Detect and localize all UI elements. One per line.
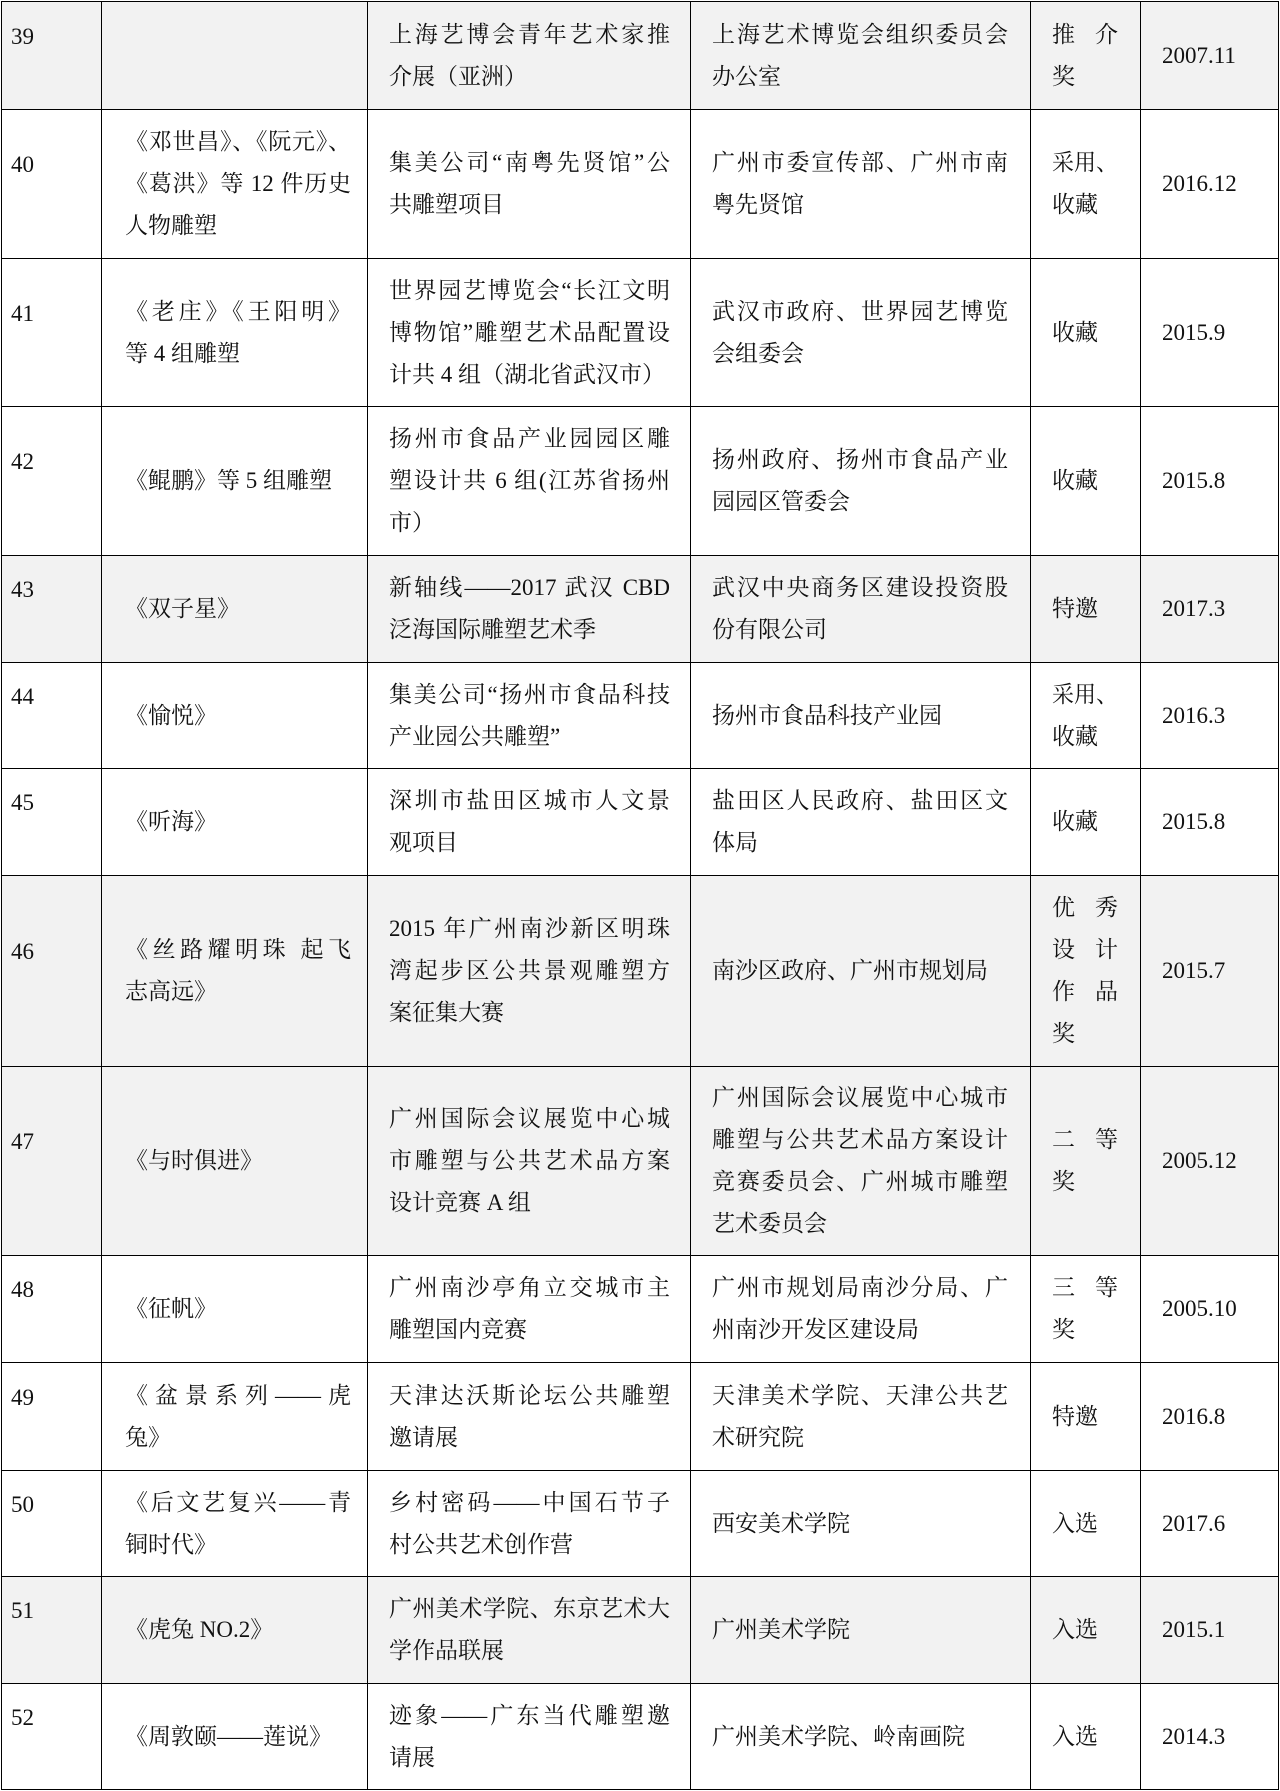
cell-exhibition bbox=[368, 1067, 691, 1256]
cell-text: 观项目 bbox=[389, 830, 458, 855]
cell-date bbox=[1141, 1471, 1279, 1577]
cell-number bbox=[2, 407, 102, 556]
cell-text: 《与时俱进》 bbox=[125, 1148, 263, 1173]
cell-organizer bbox=[691, 259, 1031, 407]
cell-text: 收藏 bbox=[1052, 809, 1098, 834]
cell-text: 收藏 bbox=[1052, 468, 1098, 493]
cell-text: 《后文艺复兴——青 bbox=[125, 1489, 351, 1515]
cell-text: 广州国际会议展览中心城市 bbox=[712, 1085, 1008, 1110]
cell-number bbox=[2, 663, 102, 769]
cell-organizer bbox=[691, 663, 1031, 769]
cell-exhibition bbox=[368, 2, 691, 110]
cell-text: 州南沙开发区建设局 bbox=[712, 1317, 919, 1342]
table-row bbox=[2, 259, 1279, 407]
cell-work-title bbox=[102, 1363, 368, 1471]
cell-text: 广州美术学院 bbox=[712, 1617, 850, 1642]
cell-text: 《盆景系列——虎 bbox=[125, 1382, 351, 1408]
table-row bbox=[2, 1684, 1279, 1790]
cell-award bbox=[1031, 2, 1141, 110]
cell-text: 入选 bbox=[1052, 1617, 1098, 1642]
cell-text: 上海艺博会青年艺术家推 bbox=[389, 21, 670, 47]
cell-text: 介展（亚洲） bbox=[389, 63, 527, 89]
cell-award bbox=[1031, 769, 1141, 876]
cell-text: 2005.12 bbox=[1162, 1148, 1237, 1173]
cell-text: 集美公司“扬州市食品科技 bbox=[389, 681, 670, 707]
cell-text: 艺术委员会 bbox=[712, 1211, 827, 1236]
cell-text: 西安美术学院 bbox=[712, 1510, 850, 1536]
cell-text: 《虎兔 NO.2》 bbox=[125, 1617, 274, 1642]
table-row bbox=[2, 663, 1279, 769]
cell-text: 40 bbox=[11, 152, 34, 177]
cell-text: 人物雕塑 bbox=[125, 213, 217, 238]
cell-text: 学作品联展 bbox=[389, 1638, 504, 1663]
table-row bbox=[2, 556, 1279, 663]
cell-text: 市雕塑与公共艺术品方案 bbox=[389, 1148, 670, 1173]
cell-text: 《征帆》 bbox=[125, 1296, 217, 1321]
cell-text: 广州美术学院、东京艺术大 bbox=[389, 1596, 670, 1621]
cell-text: 51 bbox=[11, 1598, 34, 1623]
cell-text: 2015.8 bbox=[1162, 809, 1226, 834]
cell-text: 2005.10 bbox=[1162, 1296, 1237, 1321]
cell-text: 44 bbox=[11, 683, 34, 709]
cell-text: 《双子星》 bbox=[125, 596, 240, 621]
cell-work-title bbox=[102, 2, 368, 110]
cell-text: 2015.7 bbox=[1162, 958, 1226, 983]
cell-text: 扬州政府、扬州市食品产业 bbox=[712, 447, 1008, 472]
cell-date bbox=[1141, 663, 1279, 769]
cell-exhibition bbox=[368, 1684, 691, 1790]
cell-text: 武汉市政府、世界园艺博览 bbox=[712, 298, 1008, 324]
cell-text: 盐田区人民政府、盐田区文 bbox=[712, 788, 1008, 813]
table-row bbox=[2, 769, 1279, 876]
cell-text: 深圳市盐田区城市人文景 bbox=[389, 788, 670, 813]
cell-exhibition bbox=[368, 876, 691, 1067]
cell-text: 术研究院 bbox=[712, 1424, 804, 1450]
cell-text: 收藏 bbox=[1052, 192, 1098, 217]
cell-text: 村公共艺术创作营 bbox=[389, 1531, 573, 1557]
cell-exhibition bbox=[368, 663, 691, 769]
cell-text: 作品 bbox=[1052, 979, 1118, 1004]
cell-text: 47 bbox=[11, 1129, 34, 1154]
cell-text: 集美公司“南粤先贤馆”公 bbox=[389, 150, 670, 175]
cell-award bbox=[1031, 1471, 1141, 1577]
cell-text: 《鲲鹏》等 5 组雕塑 bbox=[125, 468, 332, 493]
cell-text: 天津达沃斯论坛公共雕塑 bbox=[389, 1382, 670, 1408]
cell-date bbox=[1141, 556, 1279, 663]
cell-text: 兔》 bbox=[125, 1424, 171, 1450]
cell-text: 《葛洪》等 12 件历史 bbox=[125, 171, 351, 196]
cell-award bbox=[1031, 110, 1141, 259]
cell-organizer bbox=[691, 2, 1031, 110]
cell-organizer bbox=[691, 876, 1031, 1067]
cell-text: 入选 bbox=[1052, 1723, 1098, 1749]
cell-text: 上海艺术博览会组织委员会 bbox=[712, 21, 1008, 47]
cell-exhibition bbox=[368, 1363, 691, 1471]
cell-date bbox=[1141, 407, 1279, 556]
cell-organizer bbox=[691, 769, 1031, 876]
cell-text: 49 bbox=[11, 1384, 34, 1410]
cell-text: 粤先贤馆 bbox=[712, 192, 804, 217]
cell-text: 42 bbox=[11, 449, 34, 474]
cell-text: 雕塑国内竞赛 bbox=[389, 1317, 527, 1342]
cell-work-title bbox=[102, 769, 368, 876]
cell-text: 特邀 bbox=[1052, 1403, 1098, 1429]
cell-text: 41 bbox=[11, 300, 34, 326]
cell-text: 特邀 bbox=[1052, 596, 1098, 621]
table-row bbox=[2, 876, 1279, 1067]
cell-text: 2015.1 bbox=[1162, 1617, 1226, 1642]
cell-text: 奖 bbox=[1052, 63, 1075, 89]
cell-text: 收藏 bbox=[1052, 723, 1098, 749]
cell-text: 2015.9 bbox=[1162, 319, 1226, 345]
cell-award bbox=[1031, 1363, 1141, 1471]
cell-organizer bbox=[691, 1256, 1031, 1363]
cell-organizer bbox=[691, 556, 1031, 663]
cell-text: 优秀 bbox=[1052, 895, 1118, 920]
cell-date bbox=[1141, 1363, 1279, 1471]
cell-text: 2007.11 bbox=[1162, 42, 1236, 68]
cell-text: 武汉中央商务区建设投资股 bbox=[712, 575, 1008, 600]
cell-exhibition bbox=[368, 556, 691, 663]
cell-text: 会组委会 bbox=[712, 340, 804, 366]
cell-text: 《周敦颐——莲说》 bbox=[125, 1723, 332, 1749]
cell-text: 雕塑与公共艺术品方案设计 bbox=[712, 1127, 1008, 1152]
cell-date bbox=[1141, 1577, 1279, 1684]
cell-text: 《老庄》《王阳明》 bbox=[125, 298, 351, 324]
cell-date bbox=[1141, 1256, 1279, 1363]
cell-text: 计共 4 组（湖北省武汉市） bbox=[389, 361, 665, 387]
cell-text: 产业园公共雕塑” bbox=[389, 723, 561, 749]
cell-text: 2016.8 bbox=[1162, 1403, 1226, 1429]
cell-text: 《愉悦》 bbox=[125, 702, 217, 728]
cell-date bbox=[1141, 259, 1279, 407]
cell-date bbox=[1141, 110, 1279, 259]
cell-organizer bbox=[691, 1067, 1031, 1256]
cell-text: 市） bbox=[389, 510, 435, 535]
cell-text: 2017.3 bbox=[1162, 596, 1226, 621]
cell-number bbox=[2, 259, 102, 407]
cell-text: 泛海国际雕塑艺术季 bbox=[389, 617, 596, 642]
cell-organizer bbox=[691, 1471, 1031, 1577]
cell-award bbox=[1031, 1684, 1141, 1790]
cell-exhibition bbox=[368, 110, 691, 259]
cell-date bbox=[1141, 1067, 1279, 1256]
cell-text: 39 bbox=[11, 23, 34, 49]
cell-award bbox=[1031, 556, 1141, 663]
cell-number bbox=[2, 1577, 102, 1684]
cell-text: 共雕塑项目 bbox=[389, 192, 504, 217]
cell-text: 广州市规划局南沙分局、广 bbox=[712, 1275, 1008, 1300]
cell-date bbox=[1141, 876, 1279, 1067]
cell-number bbox=[2, 110, 102, 259]
cell-text: 奖 bbox=[1052, 1317, 1075, 1342]
cell-text: 园园区管委会 bbox=[712, 489, 850, 514]
cell-text: 《丝路耀明珠 起飞 bbox=[125, 937, 351, 962]
cell-exhibition bbox=[368, 1256, 691, 1363]
cell-award bbox=[1031, 1256, 1141, 1363]
cell-text: 推介 bbox=[1052, 21, 1118, 47]
cell-text: 天津美术学院、天津公共艺 bbox=[712, 1382, 1008, 1408]
cell-number bbox=[2, 556, 102, 663]
cell-date bbox=[1141, 769, 1279, 876]
cell-text: 2014.3 bbox=[1162, 1723, 1226, 1749]
cell-work-title bbox=[102, 1256, 368, 1363]
cell-text: 体局 bbox=[712, 830, 758, 855]
cell-text: 湾起步区公共景观雕塑方 bbox=[389, 958, 670, 983]
cell-text: 采用、 bbox=[1052, 681, 1119, 707]
cell-text: 广州国际会议展览中心城 bbox=[389, 1106, 670, 1131]
cell-organizer bbox=[691, 1684, 1031, 1790]
cell-number bbox=[2, 1363, 102, 1471]
cell-text: 广州市委宣传部、广州市南 bbox=[712, 150, 1008, 175]
cell-exhibition bbox=[368, 407, 691, 556]
cell-work-title bbox=[102, 663, 368, 769]
cell-work-title bbox=[102, 1067, 368, 1256]
cell-text: 扬州市食品科技产业园 bbox=[712, 702, 942, 728]
cell-date bbox=[1141, 2, 1279, 110]
cell-text: 52 bbox=[11, 1704, 34, 1730]
table-row bbox=[2, 1471, 1279, 1577]
cell-text: 《听海》 bbox=[125, 809, 217, 834]
cell-text: 份有限公司 bbox=[712, 617, 827, 642]
cell-number bbox=[2, 769, 102, 876]
cell-text: 办公室 bbox=[712, 63, 781, 89]
table-row bbox=[2, 1256, 1279, 1363]
cell-exhibition bbox=[368, 259, 691, 407]
cell-text: 铜时代》 bbox=[125, 1531, 217, 1557]
cell-text: 二等 bbox=[1052, 1127, 1118, 1152]
cell-text: 设计 bbox=[1052, 937, 1118, 962]
cell-text: 塑设计共 6 组(江苏省扬州 bbox=[389, 468, 670, 493]
cell-text: 邀请展 bbox=[389, 1424, 458, 1450]
table-row bbox=[2, 1363, 1279, 1471]
cell-text: 设计竞赛 A 组 bbox=[389, 1190, 531, 1215]
cell-number bbox=[2, 2, 102, 110]
cell-text: 扬州市食品产业园园区雕 bbox=[389, 426, 670, 451]
awards-table bbox=[1, 1, 1279, 1790]
cell-exhibition bbox=[368, 769, 691, 876]
cell-number bbox=[2, 1684, 102, 1790]
cell-text: 45 bbox=[11, 790, 34, 815]
cell-text: 迹象——广东当代雕塑邀 bbox=[389, 1702, 670, 1728]
cell-text: 50 bbox=[11, 1491, 34, 1517]
table-row bbox=[2, 407, 1279, 556]
table-row bbox=[2, 1577, 1279, 1684]
cell-text: 2017.6 bbox=[1162, 1510, 1226, 1536]
cell-date bbox=[1141, 1684, 1279, 1790]
cell-text: 2015.8 bbox=[1162, 468, 1226, 493]
cell-exhibition bbox=[368, 1471, 691, 1577]
cell-work-title bbox=[102, 1471, 368, 1577]
cell-text: 广州南沙亭角立交城市主 bbox=[389, 1275, 670, 1300]
cell-text: 奖 bbox=[1052, 1169, 1075, 1194]
cell-number bbox=[2, 1256, 102, 1363]
cell-text: 48 bbox=[11, 1277, 34, 1302]
cell-text: 志高远》 bbox=[125, 979, 217, 1004]
cell-text: 等 4 组雕塑 bbox=[125, 340, 240, 366]
cell-text: 《邓世昌》、《阮元》、 bbox=[125, 129, 351, 154]
cell-work-title bbox=[102, 556, 368, 663]
cell-text: 43 bbox=[11, 577, 34, 602]
cell-award bbox=[1031, 1577, 1141, 1684]
cell-text: 新轴线——2017 武汉 CBD bbox=[389, 575, 670, 600]
cell-organizer bbox=[691, 1363, 1031, 1471]
table-row bbox=[2, 110, 1279, 259]
cell-text: 请展 bbox=[389, 1744, 435, 1770]
cell-text: 2016.12 bbox=[1162, 171, 1237, 196]
cell-work-title bbox=[102, 876, 368, 1067]
cell-number bbox=[2, 1067, 102, 1256]
cell-text: 案征集大赛 bbox=[389, 1000, 504, 1025]
cell-text: 46 bbox=[11, 939, 34, 964]
cell-work-title bbox=[102, 1684, 368, 1790]
cell-number bbox=[2, 876, 102, 1067]
cell-organizer bbox=[691, 407, 1031, 556]
cell-text: 世界园艺博览会“长江文明 bbox=[389, 277, 670, 303]
table-body bbox=[2, 2, 1279, 1790]
cell-work-title bbox=[102, 110, 368, 259]
cell-organizer bbox=[691, 1577, 1031, 1684]
cell-work-title bbox=[102, 407, 368, 556]
cell-text: 收藏 bbox=[1052, 319, 1098, 345]
cell-exhibition bbox=[368, 1577, 691, 1684]
cell-text: 奖 bbox=[1052, 1021, 1075, 1046]
table-row bbox=[2, 2, 1279, 110]
cell-award bbox=[1031, 407, 1141, 556]
cell-text: 南沙区政府、广州市规划局 bbox=[712, 958, 988, 983]
cell-text: 采用、 bbox=[1052, 150, 1119, 175]
cell-text: 2015 年广州南沙新区明珠 bbox=[389, 916, 670, 941]
cell-organizer bbox=[691, 110, 1031, 259]
cell-award bbox=[1031, 663, 1141, 769]
cell-text: 广州美术学院、岭南画院 bbox=[712, 1723, 965, 1749]
cell-text: 竞赛委员会、广州城市雕塑 bbox=[712, 1169, 1008, 1194]
cell-award bbox=[1031, 876, 1141, 1067]
cell-text: 2016.3 bbox=[1162, 702, 1226, 728]
cell-text: 入选 bbox=[1052, 1510, 1098, 1536]
cell-work-title bbox=[102, 1577, 368, 1684]
table-row bbox=[2, 1067, 1279, 1256]
cell-text: 乡村密码——中国石节子 bbox=[389, 1489, 670, 1515]
cell-text: 博物馆”雕塑艺术品配置设 bbox=[389, 319, 670, 345]
cell-text: 三等 bbox=[1052, 1275, 1118, 1300]
cell-work-title bbox=[102, 259, 368, 407]
cell-number bbox=[2, 1471, 102, 1577]
cell-award bbox=[1031, 259, 1141, 407]
cell-award bbox=[1031, 1067, 1141, 1256]
